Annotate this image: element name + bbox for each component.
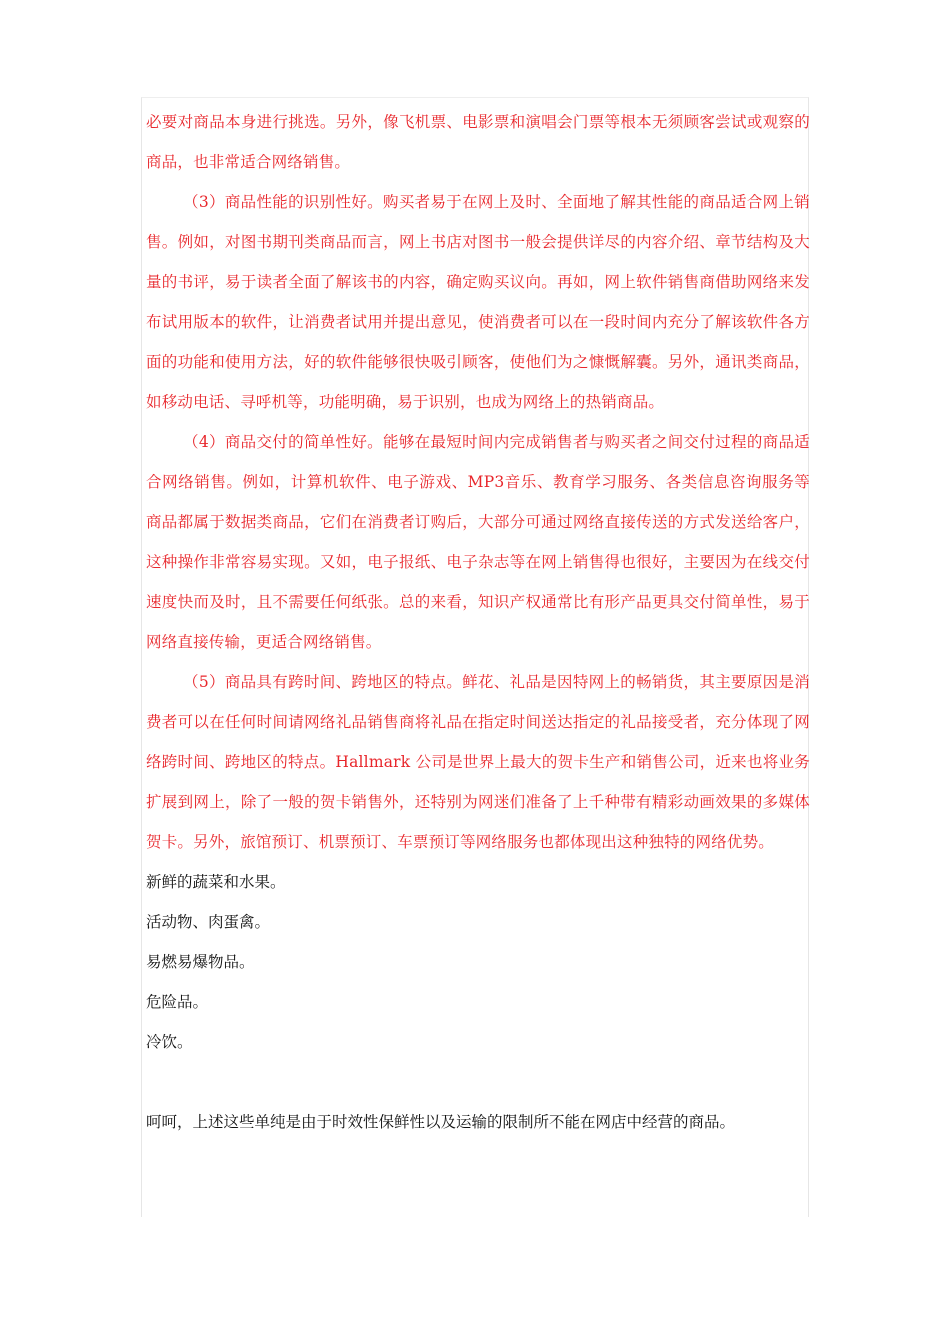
list-item: 危险品。 — [146, 993, 209, 1011]
restricted-goods-list — [146, 862, 810, 1062]
list-item: 新鲜的蔬菜和水果。 — [146, 873, 286, 891]
document-body — [146, 102, 810, 1142]
paragraph-intro-continuation: 必要对商品本身进行挑选。另外，像飞机票、电影票和演唱会门票等根本无须顾客尝试或观察的商品，也非常适合网络销售。 — [146, 113, 810, 171]
list-item: 冷饮。 — [146, 1033, 193, 1051]
paragraph-point-3: （3）商品性能的识别性好。购买者易于在网上及时、全面地了解其性能的商品适合网上销售。例如，对图书期刊类商品而言，网上书店对图书一般会提供详尽的内容介绍、章节结构及大量的书评，易于读者全面了解该书的内容，确定购买议向。再如，网上软件销售商借助网络来发布试用版本的软件，让消费者试用并提出意见，使消费者可以在一段时间内充分了解该软件各方面的功能和使用方法，好的软件能够很快吸引顾客，使他们为之慷慨解囊。另外，通讯类商品，如移动电话、寻呼机等，功能明确，易于识别，也成为网络上的热销商品。 — [146, 193, 810, 411]
closing-remark: 呵呵，上述这些单纯是由于时效性保鲜性以及运输的限制所不能在网店中经营的商品。 — [146, 1113, 736, 1131]
list-item: 活动物、肉蛋禽。 — [146, 913, 271, 931]
paragraph-point-4: （4）商品交付的简单性好。能够在最短时间内完成销售者与购买者之间交付过程的商品适合网络销售。例如，计算机软件、电子游戏、MP3音乐、教育学习服务、各类信息咨询服务等商品都属于数据类商品，它们在消费者订购后，大部分可通过网络直接传送的方式发送给客户，这种操作非常容易实现。又如，电子报纸、电子杂志等在网上销售得也很好，主要因为在线交付速度快而及时，且不需要任何纸张。总的来看，知识产权通常比有形产品更具交付简单性，易于网络直接传输，更适合网络销售。 — [146, 433, 810, 651]
list-item: 易燃易爆物品。 — [146, 953, 255, 971]
paragraph-point-5: （5）商品具有跨时间、跨地区的特点。鲜花、礼品是因特网上的畅销货，其主要原因是消费者可以在任何时间请网络礼品销售商将礼品在指定时间送达指定的礼品接受者，充分体现了网络跨时间、跨地区的特点。Hallmark 公司是世界上最大的贺卡生产和销售公司，近来也将业务扩展到网上，除了一般的贺卡销售外，还特别为网迷们准备了上千种带有精彩动画效果的多媒体贺卡。另外，旅馆预订、机票预订、车票预订等网络服务也都体现出这种独特的网络优势。 — [146, 673, 810, 851]
blank-line — [146, 1062, 810, 1102]
